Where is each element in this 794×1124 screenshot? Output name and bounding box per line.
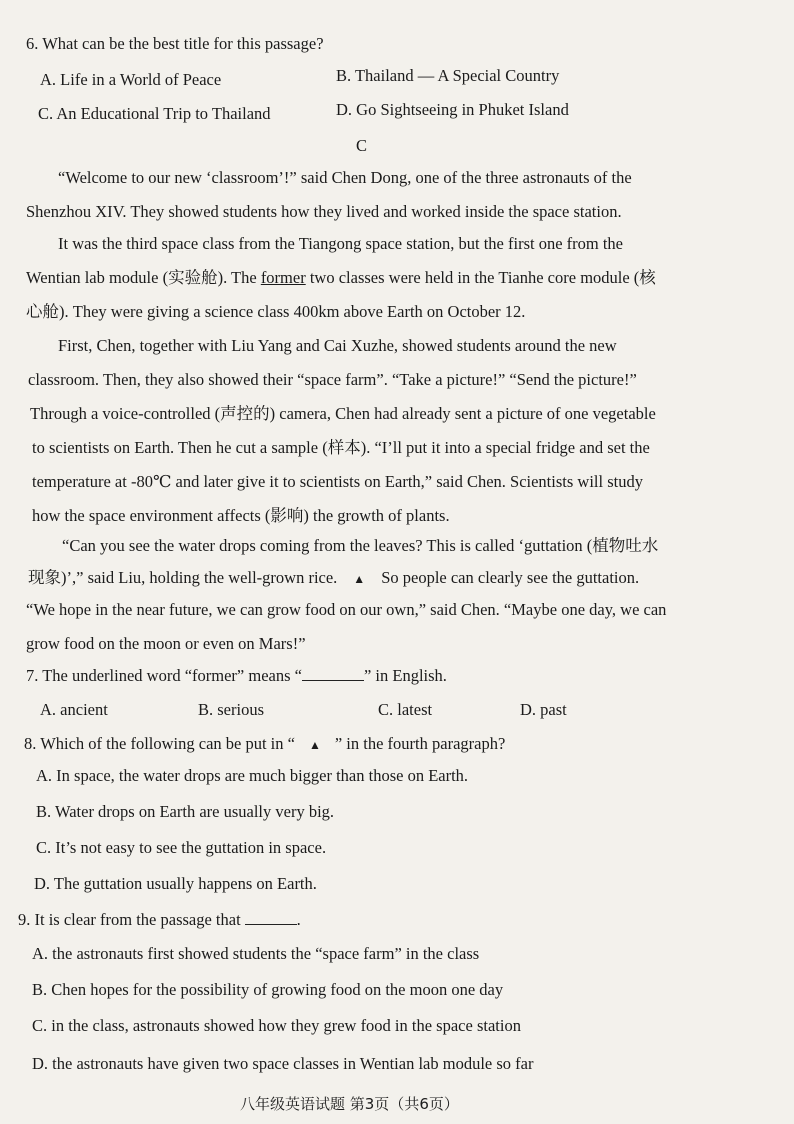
page-footer: 八年级英语试题 第3页（共6页） (240, 1095, 459, 1113)
q9-option-b: B. Chen hopes for the possibility of growing food on the moon one day (32, 980, 504, 999)
p3-line-2: classroom. Then, they also showed their “space farm”. “Take a picture!” “Send the picture!” (28, 370, 637, 389)
p4-line-3: “We hope in the near future, we can grow food on our own,” said Chen. “Maybe one day, we can (26, 600, 667, 619)
q8-option-c: C. It’s not easy to see the guttation in space. (36, 838, 327, 857)
q7-text-after: ” in English. (363, 666, 447, 685)
p3-line-4: to scientists on Earth. Then he cut a sample (样本). “I’ll put it into a special fridge and set the (32, 438, 650, 457)
q7-option-c: C. latest (378, 700, 433, 719)
p3-line-3: Through a voice-controlled (声控的) camera, Chen had already sent a picture of one vegetable (30, 404, 656, 423)
q7-option-a: A. ancient (40, 700, 108, 719)
p3-line-5: temperature at -80℃ and later give it to scientists on Earth,” said Chen. Scientists will study (32, 472, 643, 491)
q9-option-c: C. in the class, astronauts showed how they grew food in the space station (32, 1016, 521, 1035)
p1-line-1: “Welcome to our new ‘classroom’!” said Chen Dong, one of the three astronauts of the (58, 168, 632, 187)
p4-line-2-after: So people can clearly see the guttation. (381, 568, 640, 587)
p4-line-1: “Can you see the water drops coming from the leaves? This is called ‘guttation (植物吐水 (62, 536, 659, 555)
p4-line-2 (28, 568, 639, 589)
q8-question (24, 734, 505, 755)
q7-question (26, 666, 447, 686)
q6-option-d: D. Go Sightseeing in Phuket Island (336, 100, 569, 119)
q8-option-b: B. Water drops on Earth are usually very big. (36, 802, 335, 821)
q9-option-d: D. the astronauts have given two space classes in Wentian lab module so far (32, 1054, 534, 1073)
q8-option-d: D. The guttation usually happens on Earth. (34, 874, 317, 893)
q8-triangle-marker: ▲ (308, 738, 321, 752)
section-c-heading: C (356, 136, 368, 155)
q9-text-after: . (296, 910, 301, 929)
q9-text-before: 9. It is clear from the passage that (18, 910, 241, 929)
p4-line-2-before: 现象)’,” said Liu, holding the well-grown rice. (28, 568, 338, 587)
triangle-marker: ▲ (353, 572, 366, 586)
q9-answer-blank (245, 910, 297, 925)
q7-option-b: B. serious (198, 700, 264, 719)
q6-question: 6. What can be the best title for this passage? (26, 34, 324, 53)
p2-line-3: 心舱). They were giving a science class 400km above Earth on October 12. (26, 302, 526, 321)
q6-option-b: B. Thailand — A Special Country (336, 66, 560, 85)
q8-text-before: 8. Which of the following can be put in “ (24, 734, 295, 753)
q6-option-a: A. Life in a World of Peace (40, 70, 222, 89)
q7-answer-blank (302, 666, 364, 681)
q8-text-after: ” in the fourth paragraph? (334, 734, 506, 753)
q7-option-d: D. past (520, 700, 567, 719)
q9-question (18, 910, 301, 930)
q9-option-a: A. the astronauts first showed students the “space farm” in the class (32, 944, 480, 963)
p1-line-2: Shenzhou XIV. They showed students how they lived and worked inside the space station. (26, 202, 622, 221)
q7-text-before: 7. The underlined word “former” means “ (26, 666, 302, 685)
p3-line-1: First, Chen, together with Liu Yang and Cai Xuzhe, showed students around the new (58, 336, 617, 355)
q6-option-c: C. An Educational Trip to Thailand (38, 104, 271, 123)
p4-line-4: grow food on the moon or even on Mars!” (26, 634, 306, 653)
q8-option-a: A. In space, the water drops are much bigger than those on Earth. (36, 766, 469, 785)
p2-line-2-after: two classes were held in the Tianhe core module (核 (305, 268, 656, 287)
underlined-word-former: former (260, 268, 306, 287)
p2-line-2 (26, 268, 656, 288)
p3-line-6: how the space environment affects (影响) the growth of plants. (32, 506, 450, 525)
p2-line-1: It was the third space class from the Tiangong space station, but the first one from the (58, 234, 624, 253)
p2-line-2-before: Wentian lab module (实验舱). The (26, 268, 261, 287)
